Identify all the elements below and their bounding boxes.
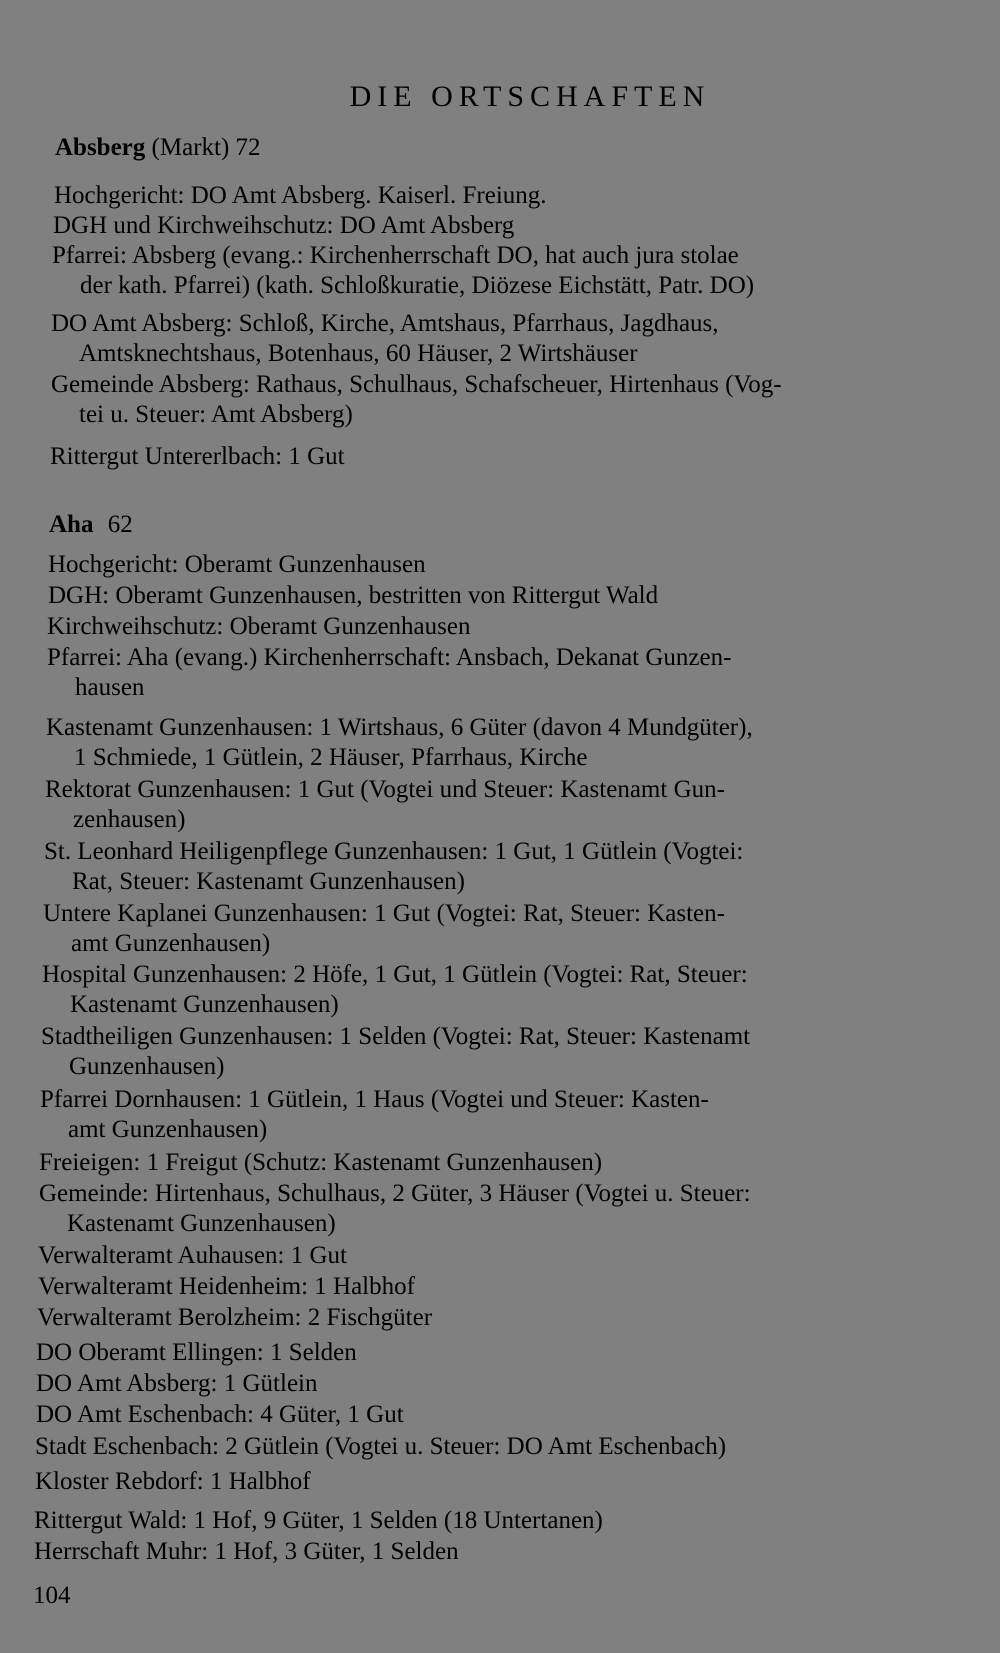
entry-text: DO Amt Eschenbach: 4 Güter, 1 Gut: [36, 1401, 404, 1428]
entry-text: Kastenamt Gunzenhausen: 1 Wirtshaus, 6 Güter (davon 4 Mundgüter),: [46, 714, 753, 741]
entry-text: DO Oberamt Ellingen: 1 Selden: [36, 1339, 357, 1366]
entry-line: [42, 960, 942, 1020]
entry-text: Hochgericht: Oberamt Gunzenhausen: [48, 551, 426, 578]
place-heading-absberg: [55, 134, 261, 162]
entry-line: [44, 837, 944, 897]
entry-text: Pfarrei: Aha (evang.) Kirchenherrschaft: Ansbach, Dekanat Gunzen-: [47, 644, 732, 671]
entry-text: Gemeinde Absberg: Rathaus, Schulhaus, Schafscheuer, Hirtenhaus (Vog-: [51, 371, 782, 398]
entry-line: [38, 1241, 938, 1271]
page-title: DIE ORTSCHAFTEN: [349, 80, 711, 113]
entry-text: DGH: Oberamt Gunzenhausen, bestritten von Rittergut Wald: [48, 582, 659, 609]
entry-line: [53, 211, 953, 241]
entry-line: [48, 581, 948, 611]
entry-line: [48, 550, 948, 580]
entry-line: [39, 1148, 939, 1178]
entry-line: [35, 1432, 935, 1462]
entry-line: [50, 442, 950, 472]
entry-text-continued: tei u. Steuer: Amt Absberg): [79, 401, 353, 428]
entry-line: [43, 899, 943, 959]
entry-line: [54, 181, 954, 211]
entry-text: Stadtheiligen Gunzenhausen: 1 Selden (Vogtei: Rat, Steuer: Kastenamt: [41, 1023, 751, 1050]
entry-text: Rittergut Wald: 1 Hof, 9 Güter, 1 Selden (18 Untertanen): [34, 1507, 603, 1534]
entry-line: [36, 1400, 936, 1430]
entry-line: [47, 612, 947, 642]
entry-text-continued: Kastenamt Gunzenhausen): [67, 1210, 336, 1237]
entry-text-continued: Gunzenhausen): [69, 1053, 225, 1080]
entry-text-continued: Kastenamt Gunzenhausen): [70, 991, 339, 1018]
entry-text-continued: Rat, Steuer: Kastenamt Gunzenhausen): [72, 868, 465, 895]
entry-line: [52, 241, 952, 301]
entry-text-continued: amt Gunzenhausen): [68, 1116, 268, 1143]
entry-line: [34, 1537, 934, 1567]
place-suffix: (Markt) 72: [151, 134, 261, 161]
entry-line: [35, 1467, 935, 1497]
entry-line: [36, 1369, 936, 1399]
entry-text-continued: amt Gunzenhausen): [71, 930, 271, 957]
page-number: 104: [33, 1582, 71, 1609]
entry-line: [41, 1022, 941, 1082]
entry-text: Kirchweihschutz: Oberamt Gunzenhausen: [47, 613, 471, 640]
entry-text: Verwalteramt Berolzheim: 2 Fischgüter: [37, 1304, 433, 1331]
entry-text: DO Amt Absberg: 1 Gütlein: [36, 1370, 318, 1397]
entry-text: Verwalteramt Auhausen: 1 Gut: [38, 1242, 347, 1269]
entry-line: [51, 309, 951, 369]
entry-line: [36, 1338, 936, 1368]
entry-text-continued: Amtsknechtshaus, Botenhaus, 60 Häuser, 2 Wirtshäuser: [79, 340, 638, 367]
entry-text: Untere Kaplanei Gunzenhausen: 1 Gut (Vogtei: Rat, Steuer: Kasten-: [43, 900, 725, 927]
entry-line: [38, 1272, 938, 1302]
entry-text: Pfarrei: Absberg (evang.: Kirchenherrschaft DO, hat auch jura stolae: [52, 242, 739, 269]
entry-line: [46, 713, 946, 773]
entry-text-continued: hausen: [75, 674, 145, 701]
place-name: Aha: [49, 511, 94, 538]
entry-text: Stadt Eschenbach: 2 Gütlein (Vogtei u. Steuer: DO Amt Eschenbach): [35, 1433, 727, 1460]
entry-text: DO Amt Absberg: Schloß, Kirche, Amtshaus, Pfarrhaus, Jagdhaus,: [51, 310, 719, 337]
place-heading-aha: [49, 511, 133, 539]
place-suffix: 62: [107, 511, 133, 538]
entry-text-continued: zenhausen): [73, 806, 186, 833]
entry-line: [47, 643, 947, 703]
entry-text: Gemeinde: Hirtenhaus, Schulhaus, 2 Güter, 3 Häuser (Vogtei u. Steuer:: [39, 1180, 751, 1207]
place-name: Absberg: [55, 134, 146, 161]
entry-line: [39, 1179, 939, 1239]
entry-line: [34, 1506, 934, 1536]
entry-text: DGH und Kirchweihschutz: DO Amt Absberg: [53, 212, 515, 239]
entry-text: Rittergut Untererlbach: 1 Gut: [50, 443, 345, 470]
entry-text: Herrschaft Muhr: 1 Hof, 3 Güter, 1 Selden: [34, 1538, 459, 1565]
entry-line: [51, 370, 951, 430]
entry-text-continued: der kath. Pfarrei) (kath. Schloßkuratie, Diözese Eichstätt, Patr. DO): [80, 272, 755, 299]
entry-text-continued: 1 Schmiede, 1 Gütlein, 2 Häuser, Pfarrhaus, Kirche: [74, 744, 588, 771]
entry-text: Pfarrei Dornhausen: 1 Gütlein, 1 Haus (Vogtei und Steuer: Kasten-: [40, 1086, 709, 1113]
entry-text: Hochgericht: DO Amt Absberg. Kaiserl. Freiung.: [54, 182, 547, 209]
entry-text: St. Leonhard Heiligenpflege Gunzenhausen: 1 Gut, 1 Gütlein (Vogtei:: [44, 838, 744, 865]
entry-line: [40, 1085, 940, 1145]
entry-text: Kloster Rebdorf: 1 Halbhof: [35, 1468, 311, 1495]
entry-line: [37, 1303, 937, 1333]
entry-text: Rektorat Gunzenhausen: 1 Gut (Vogtei und Steuer: Kastenamt Gun-: [45, 776, 725, 803]
entry-line: [45, 775, 945, 835]
entry-text: Freieigen: 1 Freigut (Schutz: Kastenamt Gunzenhausen): [39, 1149, 603, 1176]
entry-text: Hospital Gunzenhausen: 2 Höfe, 1 Gut, 1 Gütlein (Vogtei: Rat, Steuer:: [42, 961, 748, 988]
entry-text: Verwalteramt Heidenheim: 1 Halbhof: [38, 1273, 415, 1300]
